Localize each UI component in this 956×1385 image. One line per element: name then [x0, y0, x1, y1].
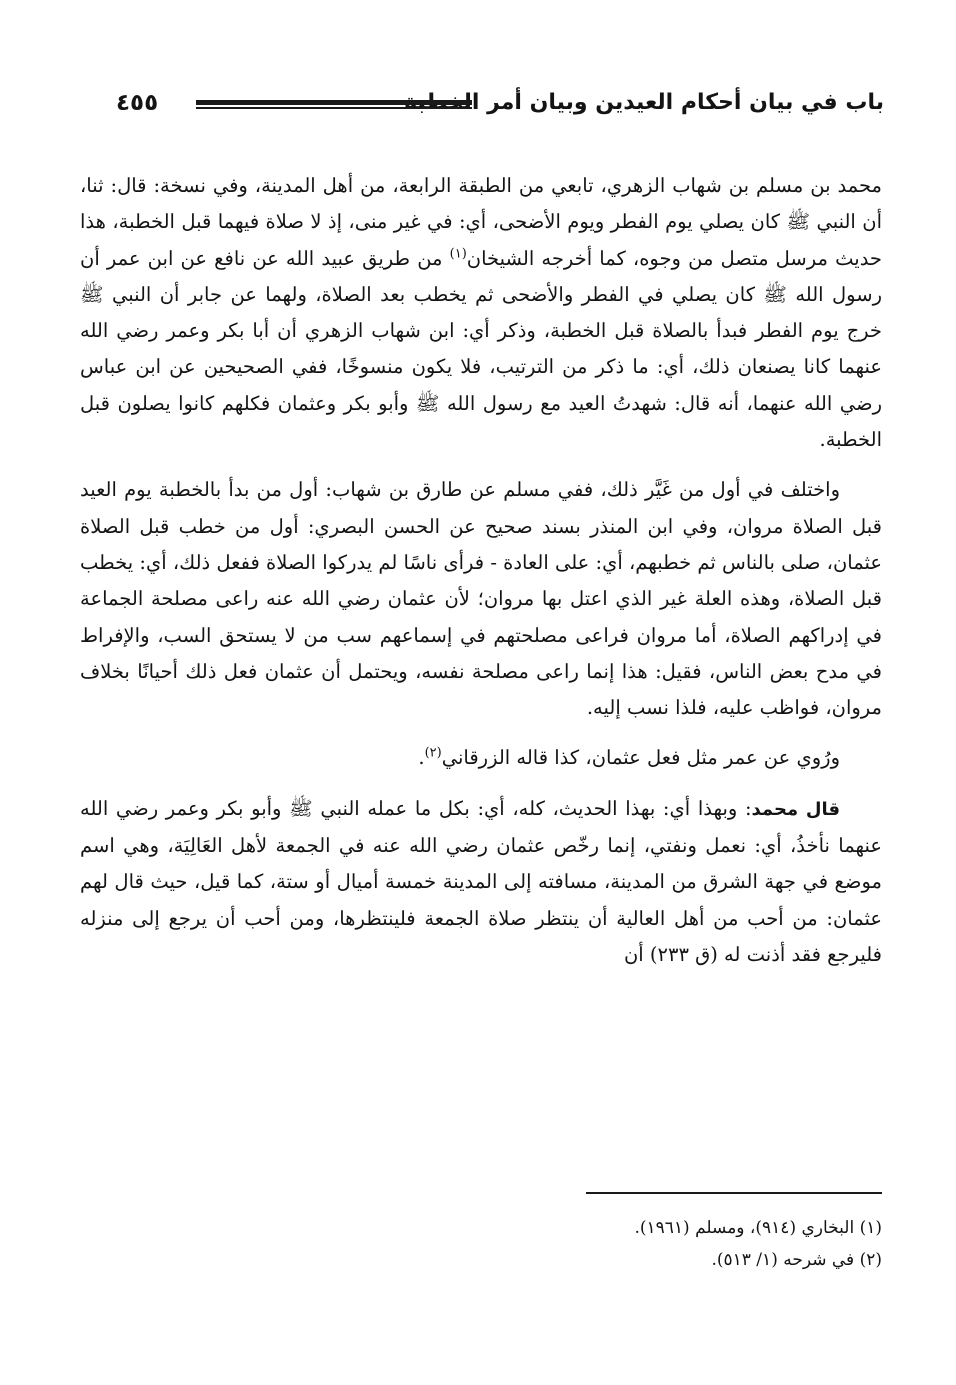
- paragraph-3: [80, 740, 882, 776]
- page-number: ٤٥٥: [116, 90, 159, 116]
- footnote-ref: (٢): [424, 745, 442, 761]
- paragraph-text: : وبهذا أي: بهذا الحديث، كله، أي: بكل ما عمله النبي ﷺ وأبو بكر وعمر رضي الله عنهما نأخذُ، أي: نعمل ونفتي، إنما رخّص عثمان رضي الله عنه في الجمعة لأهل العَالِيَة، وهي اسم موضع في جهة الشرق من المدينة، مسافته إلى المدينة خمسة أميال أو ستة، كما قيل، حيث قال لهم عثمان: من أحب من أهل العالية أن ينتظر صلاة الجمعة فلينتظرها، ومن أحب أن يرجع إلى منزله فليرجع فقد أذنت له (ق ٢٣٣) أن: [80, 796, 882, 966]
- footnotes: [80, 1212, 882, 1276]
- footnote-ref: (١): [449, 246, 467, 262]
- chapter-title: باب في بيان أحكام العيدين وبيان أمر الخطبة: [404, 90, 884, 115]
- paragraph-text: واختلف في أول من غَيَّر ذلك، ففي مسلم عن طارق بن شهاب: أول من بدأ بالخطبة يوم العيد قبل الصلاة مروان، وفي ابن المنذر بسند صحيح عن الحسن البصري: أول من خطب قبل الصلاة عثمان، صلى بالناس ثم خطبهم، أي: على العادة - فرأى ناسًا لم يدركوا الصلاة ففعل ذلك، أي: يخطب قبل الصلاة، وهذه العلة غير الذي اعتل بها مروان؛ لأن عثمان رضي الله عنه راعى مصلحة الجماعة في إدراكهم الصلاة، أما مروان فراعى مصلحتهم في إسماعهم سب من لا يستحق السب، والإفراط في مدح بعض الناس، فقيل: هذا إنما راعى مصلحة نفسه، ويحتمل أن عثمان فعل ذلك أحيانًا بخلاف مروان، فواظب عليه، فلذا نسب إليه.: [80, 478, 882, 720]
- paragraph-text: ورُوي عن عمر مثل فعل عثمان، كذا قاله الزرقاني: [441, 746, 840, 770]
- speaker-lead: قال محمد: [751, 798, 840, 820]
- paragraph-text-continued: من طريق عبيد الله عن نافع عن ابن عمر أن رسول الله ﷺ كان يصلي في الفطر والأضحى ثم يخطب بعد الصلاة، ولهما عن جابر أن النبي ﷺ خرج يوم الفطر فبدأ بالصلاة قبل الخطبة، وذكر أي: ابن شهاب الزهري أن أبا بكر وعمر رضي الله عنهما كانا يصنعان ذلك، أي: ما ذكر من الترتيب، فلا يكون منسوخًا، ففي الصحيحين عن ابن عباس رضي الله عنهما، أنه قال: شهدتُ العيد مع رسول الله ﷺ وأبو بكر وعثمان فكلهم كانوا يصلون قبل الخطبة.: [80, 246, 882, 452]
- header-rule: [196, 100, 472, 109]
- footnote-separator: [586, 1192, 882, 1194]
- paragraph-text: محمد بن مسلم بن شهاب الزهري، تابعي من الطبقة الرابعة، من أهل المدينة، وفي نسخة: قال: ثنا، أن النبي ﷺ كان يصلي يوم الفطر ويوم الأضحى، أي: في غير منى، إذ لا صلاة فيهما قبل الخطبة، هذا حديث مرسل متصل من وجوه، كما أخرجه الشيخان: [80, 174, 882, 270]
- footnote-2: (٢) في شرحه (١/ ٥١٣).: [711, 1250, 882, 1270]
- main-text: [80, 168, 882, 973]
- paragraph-4: [80, 791, 882, 973]
- paragraph-2: [80, 472, 882, 726]
- running-header: [100, 86, 884, 126]
- footnote-1: (١) البخاري (٩١٤)، ومسلم (١٩٦١).: [634, 1218, 882, 1238]
- paragraph-1: [80, 168, 882, 458]
- paragraph-text-continued: .: [418, 746, 425, 770]
